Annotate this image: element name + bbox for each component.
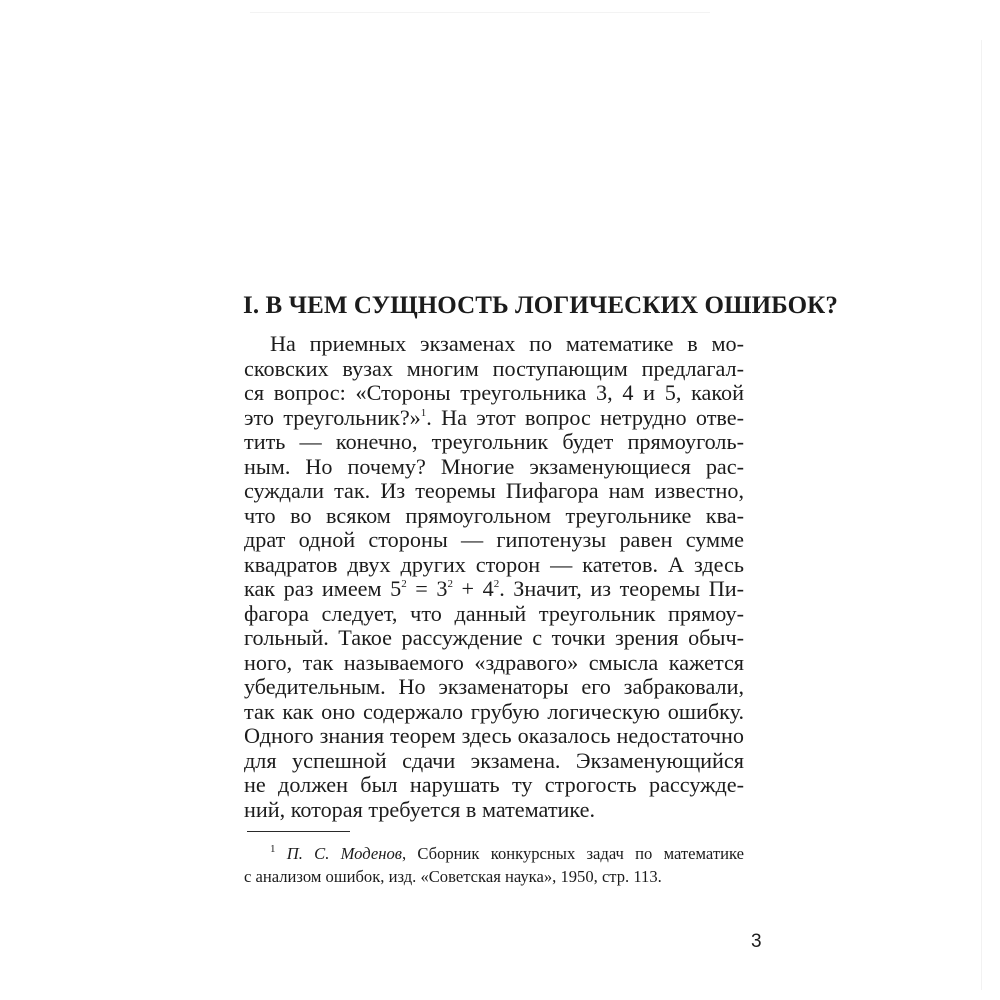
- footnote-text: , Сборник конкурсных задач по математике: [401, 844, 744, 863]
- exponent: 2: [493, 578, 500, 590]
- line-text: + 4: [452, 576, 494, 601]
- exponent: 2: [401, 578, 407, 590]
- footnote-line: [244, 843, 744, 866]
- exponent: 2: [447, 578, 453, 590]
- page-edge-top: [250, 12, 710, 13]
- paragraph-line: квадратов двух других сторон — катетов. А здесь: [244, 551, 744, 577]
- footnote-reference: 1: [420, 406, 427, 419]
- main-paragraph: [244, 332, 744, 822]
- paragraph-line: тить — конечно, треугольник будет прямоуголь-: [244, 429, 744, 454]
- footnote-divider: [247, 831, 350, 832]
- footnote-line: с анализом ошибок, изд. «Советская наука», 1950, стр. 113.: [244, 866, 662, 886]
- paragraph-line: сковских вузах многим поступающим предлагал-: [244, 355, 744, 381]
- footnote-author: П. С. Моденов: [286, 844, 402, 863]
- line-text: = 3: [406, 576, 448, 601]
- line-text: . Значит, из теоремы Пи-: [499, 576, 744, 601]
- paragraph-line: гольный. Такое рассуждение с точки зрения обыч-: [244, 625, 744, 650]
- paragraph-line: что во всяком прямоугольном треугольнике ква-: [244, 502, 744, 528]
- paragraph-line: ным. Но почему? Многие экзаменующиеся рас-: [244, 453, 744, 479]
- paragraph-line: фагора следует, что данный треугольник прямоу-: [244, 600, 744, 626]
- paragraph-line: [244, 406, 744, 431]
- line-text: как раз имеем 5: [244, 576, 402, 601]
- footnote: [244, 843, 744, 888]
- paragraph-line: так как оно содержало грубую логическую ошибку.: [244, 698, 744, 724]
- paragraph-line: драт одной стороны — гипотенузы равен сумме: [244, 527, 744, 552]
- line-text: это треугольник?»: [244, 404, 421, 430]
- paragraph-line: ся вопрос: «Стороны треугольника 3, 4 и 5, какой: [244, 380, 744, 405]
- page-number: 3: [751, 931, 762, 952]
- chapter-heading: I. В ЧЕМ СУЩНОСТЬ ЛОГИЧЕСКИХ ОШИБОК?: [243, 292, 839, 319]
- paragraph-line: [244, 577, 744, 602]
- footnote-number: 1: [270, 843, 276, 855]
- paragraph-line: суждали так. Из теоремы Пифагора нам известно,: [244, 478, 744, 503]
- paragraph-line: для успешной сдачи экзамена. Экзаменующийся: [244, 747, 744, 773]
- paragraph-line: Одного знания теорем здесь оказалось недостаточно: [244, 723, 744, 748]
- line-text: . На этот вопрос нетрудно отве-: [426, 404, 744, 430]
- paragraph-line: ного, так называемого «здравого» смысла кажется: [244, 649, 744, 675]
- paragraph-line: На приемных экзаменах по математике в мо-: [270, 331, 744, 356]
- page-edge-right: [981, 40, 982, 990]
- paragraph-line: убедительным. Но экзаменаторы его забраковали,: [244, 674, 744, 699]
- paragraph-line: не должен был нарушать ту строгость рассужде-: [244, 772, 744, 797]
- paragraph-line: ний, которая требуется в математике.: [244, 796, 596, 822]
